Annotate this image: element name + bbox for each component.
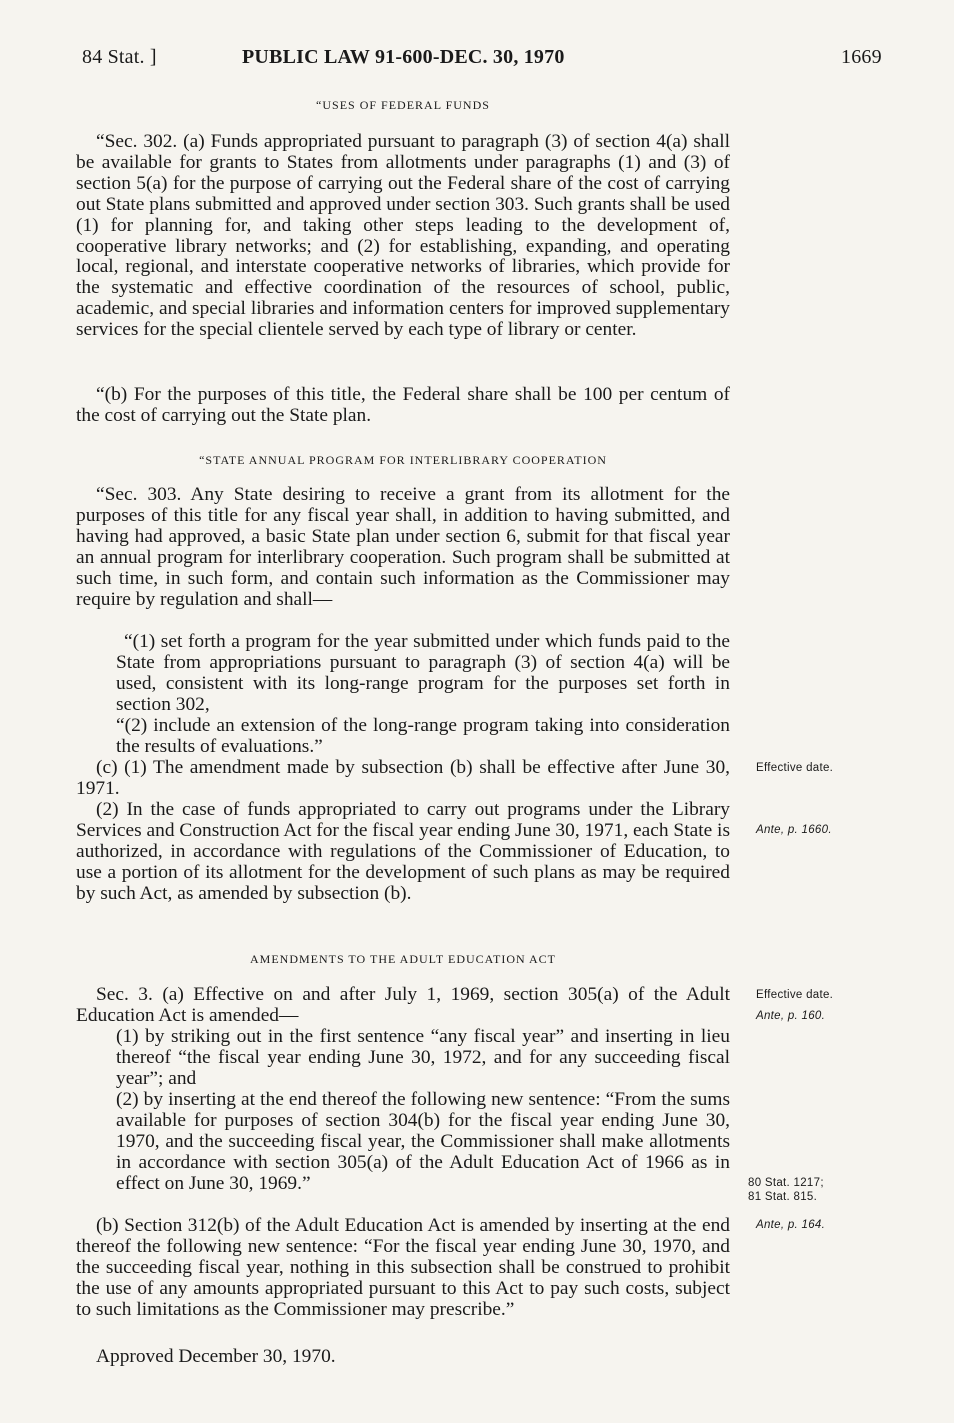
section-heading-adult-education-act: AMENDMENTS TO THE ADULT EDUCATION ACT [249,952,556,966]
sec-3-item-2: (2) by inserting at the end thereof the following new sentence: “From the sums available for purposes of section 304(b) for the fiscal year ending June 30, 1970, and the succeeding fiscal year, the Commissioner shall make allotments in accordance with section 305(a) of the Adult Education Act of 1966 as in effect on June 30, 1969.” [116,1089,730,1194]
page-title: PUBLIC LAW 91-600-DEC. 30, 1970 [242,46,565,68]
sec-3-b-paragraph: (b) Section 312(b) of the Adult Education Act is amended by inserting at the end thereof the following new sentence: “For the fiscal year ending June 30, 1970, and the succeeding fiscal year, nothing in this subsection shall be construed to prohibit the use of any amounts appropriated pursuant to this Act to pay such costs, subject to such limitations as the Commissioner may prescribe.” [76,1215,730,1320]
sec-3-a-paragraph: Sec. 3. (a) Effective on and after July 1, 1969, section 305(a) of the Adult Education Act is amended— [76,984,730,1026]
subsection-c2-paragraph: (2) In the case of funds appropriated to carry out programs under the Library Services and Construction Act for the fiscal year ending June 30, 1971, each State is authorized, in accordance with regulations of the Commissioner of Education, to use a portion of its allotment for the development of such plans as may be required by such Act, as amended by subsection (b). [76,799,730,904]
margin-note-effective-date: Effective date. [756,762,834,774]
approval-date: Approved December 30, 1970. [96,1346,336,1367]
sec-302-b-paragraph: “(b) For the purposes of this title, the Federal share shall be 100 per centum of the cost of carrying out the State plan. [76,384,730,426]
margin-note-ante-160: Ante, p. 160. [756,1010,826,1022]
margin-note-ante-1660: Ante, p. 1660. [756,824,832,836]
sec-303-item-1: “(1) set forth a program for the year submitted under which funds paid to the State from appropriations pursuant to paragraph (3) of section 4(a) will be used, consistent with its long-range program for the purposes set forth in section 302, [116,631,730,715]
section-heading-uses-of-federal-funds: “USES OF FEDERAL FUNDS [316,98,490,112]
sec-303-paragraph: “Sec. 303. Any State desiring to receive a grant from its allotment for the purposes of this title for any fiscal year shall, in addition to having submitted, and having had approved, a basic State plan under section 6, submit for that fiscal year an annual program for interlibrary cooperation. Such program shall be submitted at such time, in such form, and contain such information as the Commissioner may require by regulation and shall— [76,484,730,610]
volume-reference: 84 Stat. ] [82,46,157,68]
sec-303-item-2: “(2) include an extension of the long-range program taking into consideration the results of evaluations.” [116,715,730,757]
section-heading-interlibrary-cooperation: “STATE ANNUAL PROGRAM FOR INTERLIBRARY COOPERATION [199,453,607,467]
sec-302-a-paragraph: “Sec. 302. (a) Funds appropriated pursuant to paragraph (3) of section 4(a) shall be available for grants to States from allotments under paragraphs (1) and (3) of section 5(a) for the purpose of carrying out the Federal share of the cost of carrying out State plans submitted and approved under section 303. Such grants shall be used (1) for planning for, and taking other steps leading to the development of, cooperative library networks; and (2) for establishing, expanding, and operating local, regional, and interstate cooperative networks of libraries, which provide for the systematic and effective coordination of the resources of school, public, academic, and special libraries and information centers for improved supplementary services for the special clientele served by each type of library or center. [76,131,730,341]
margin-note-ante-164: Ante, p. 164. [756,1219,826,1231]
subsection-c1-paragraph: (c) (1) The amendment made by subsection (b) shall be effective after June 30, 1971. [76,757,730,799]
page-number: 1669 [841,46,882,68]
margin-note-stat-1217: 80 Stat. 1217; [748,1177,824,1189]
sec-3-item-1: (1) by striking out in the first sentence “any fiscal year” and inserting in lieu thereof “the fiscal year ending June 30, 1972, and for any succeeding fiscal year”; and [116,1026,730,1089]
margin-note-stat-815: 81 Stat. 815. [748,1191,818,1203]
margin-note-effective-date-2: Effective date. [756,989,834,1001]
